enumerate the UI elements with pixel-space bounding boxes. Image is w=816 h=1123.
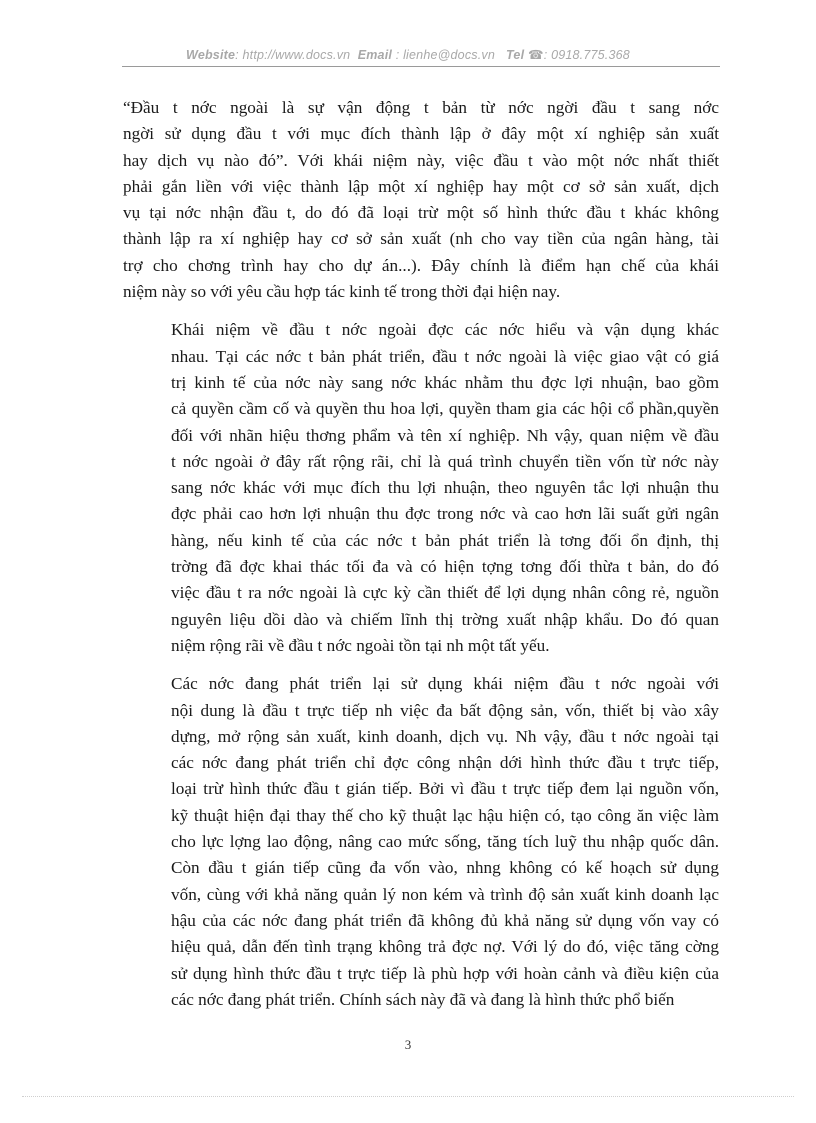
website-value: : http://www.docs.vn: [235, 48, 351, 62]
text-line: trờng đã đợc khai thác tối đa và có hiện tợng tơng đối thừa t bản, do đó: [171, 557, 719, 577]
text-line: loại trừ hình thức đầu t gián tiếp. Bởi vì đầu t trực tiếp đem lại nguồn vốn,: [171, 779, 719, 799]
paragraph: [123, 95, 719, 305]
text-line: vụ tại nớc nhận đầu t, do đó đã loại trừ một số hình thức đầu t khác không: [123, 203, 719, 223]
text-line: dựng, mở rộng sản xuất, kinh doanh, dịch vụ. Nh vậy, đầu t nớc ngoài tại: [171, 726, 719, 746]
text-line: thành lập ra xí nghiệp hay cơ sở sản xuất (nh cho vay tiền của ngân hàng, tài: [123, 229, 719, 249]
text-line: hiệu quả, dẫn đến tình trạng không trả đợc nợ. Với lý do đó, việc tăng cờng: [171, 937, 719, 957]
text-line: đối với nhãn hiệu thơng phẩm và tên xí nghiệp. Nh vậy, quan niệm về đầu: [171, 425, 719, 445]
text-line: hàng, nếu kinh tế của các nớc t bản phát triển là tơng đối ổn định, thị: [171, 530, 719, 550]
text-line: sang nớc khác với mục đích thu lợi nhuận, theo nguyên tắc lợi nhuận thu: [171, 478, 719, 498]
footer-divider: [22, 1096, 794, 1097]
text-line: đợc phải cao hơn lợi nhuận thu đợc trong nớc và cao hơn lãi suất gửi ngân: [171, 504, 719, 524]
text-line: cả quyền cầm cố và quyền thu hoa lợi, quyền tham gia các hội cổ phần,quyền: [171, 399, 719, 419]
page-number: 3: [404, 1037, 412, 1052]
text-line: Còn đầu t gián tiếp cũng đa vốn vào, nhng không có kế hoạch sử dụng: [171, 858, 719, 878]
paragraph: [123, 317, 719, 659]
email-label: Email: [357, 48, 393, 62]
tel-label: Tel: [506, 48, 525, 62]
text-line: nguyên liệu dồi dào và chiếm lĩnh thị trờng xuất nhập khẩu. Do đó quan: [171, 609, 719, 629]
text-line: t nớc ngoài ở đây rất rộng rãi, chỉ là quá trình chuyển tiền vốn từ nớc này: [171, 451, 719, 471]
text-line: vốn, cùng với khả năng quản lý non kém và trình độ sản xuất kinh doanh lạc: [171, 884, 719, 904]
page-header: [0, 47, 816, 62]
email-value: : lienhe@docs.vn: [395, 48, 496, 62]
text-line: trợ cho chơng trình hay cho dự án...). Đây chính là điểm hạn chế của khái: [123, 255, 719, 275]
text-line: việc đầu t ra nớc ngoài là cực kỳ cần thiết để lợi dụng nhân công rẻ, nguồn: [171, 583, 719, 603]
text-line: ngời sử dụng đầu t với mục đích thành lập ở đây một xí nghiệp sản xuất: [123, 124, 719, 144]
text-line: niệm này so với yêu cầu hợp tác kinh tế trong thời đại hiện nay.: [123, 282, 561, 302]
text-line: các nớc đang phát triển chỉ đợc công nhận dới hình thức đầu t trực tiếp,: [171, 753, 719, 773]
text-line: Khái niệm về đầu t nớc ngoài đợc các nớc hiểu và vận dụng khác: [171, 320, 719, 340]
text-line: hay dịch vụ nào đó”. Với khái niệm này, việc đầu t vào một nớc nhất thiết: [123, 150, 719, 170]
document-body: [123, 95, 719, 1025]
text-line: phải gắn liền với việc thành lập một xí nghiệp hay một cơ sở sản xuất, dịch: [123, 176, 719, 196]
text-line: Các nớc đang phát triển lại sử dụng khái niệm đầu t nớc ngoài với: [171, 674, 719, 694]
text-line: nhau. Tại các nớc t bản phát triển, đầu t nớc ngoài là việc giao vật có giá: [171, 346, 719, 366]
text-line: kỹ thuật hiện đại thay thế cho kỹ thuật lạc hậu hiện có, tạo công ăn việc làm: [171, 805, 719, 825]
text-line: sử dụng hình thức đầu t trực tiếp là phù hợp với hoàn cảnh và điều kiện của: [171, 963, 719, 983]
phone-icon: ☎: [527, 48, 544, 62]
website-label: Website: [186, 48, 236, 62]
text-line: trị kinh tế của nớc này sang nớc khác nhằm thu đợc lợi nhuận, bao gồm: [171, 372, 719, 392]
paragraph: [123, 671, 719, 1013]
text-line: nội dung là đầu t trực tiếp nh việc đa bất động sản, vốn, thiết bị vào xây: [171, 700, 719, 720]
tel-value: : 0918.775.368: [543, 48, 630, 62]
text-line: “Đầu t nớc ngoài là sự vận động t bản từ nớc ngời đầu t sang nớc: [123, 98, 719, 117]
text-line: các nớc đang phát triển. Chính sách này đã và đang là hình thức phổ biến: [171, 989, 675, 1009]
text-line: niệm rộng rãi về đầu t nớc ngoài tồn tại nh một tất yếu.: [171, 635, 550, 655]
text-line: hậu của các nớc đang phát triển đã không đủ khả năng sử dụng vốn vay có: [171, 910, 719, 930]
text-line: cho lực lợng lao động, nâng cao mức sống, tăng tích luỹ thu nhập quốc dân.: [171, 832, 719, 852]
header-divider: [122, 66, 720, 67]
